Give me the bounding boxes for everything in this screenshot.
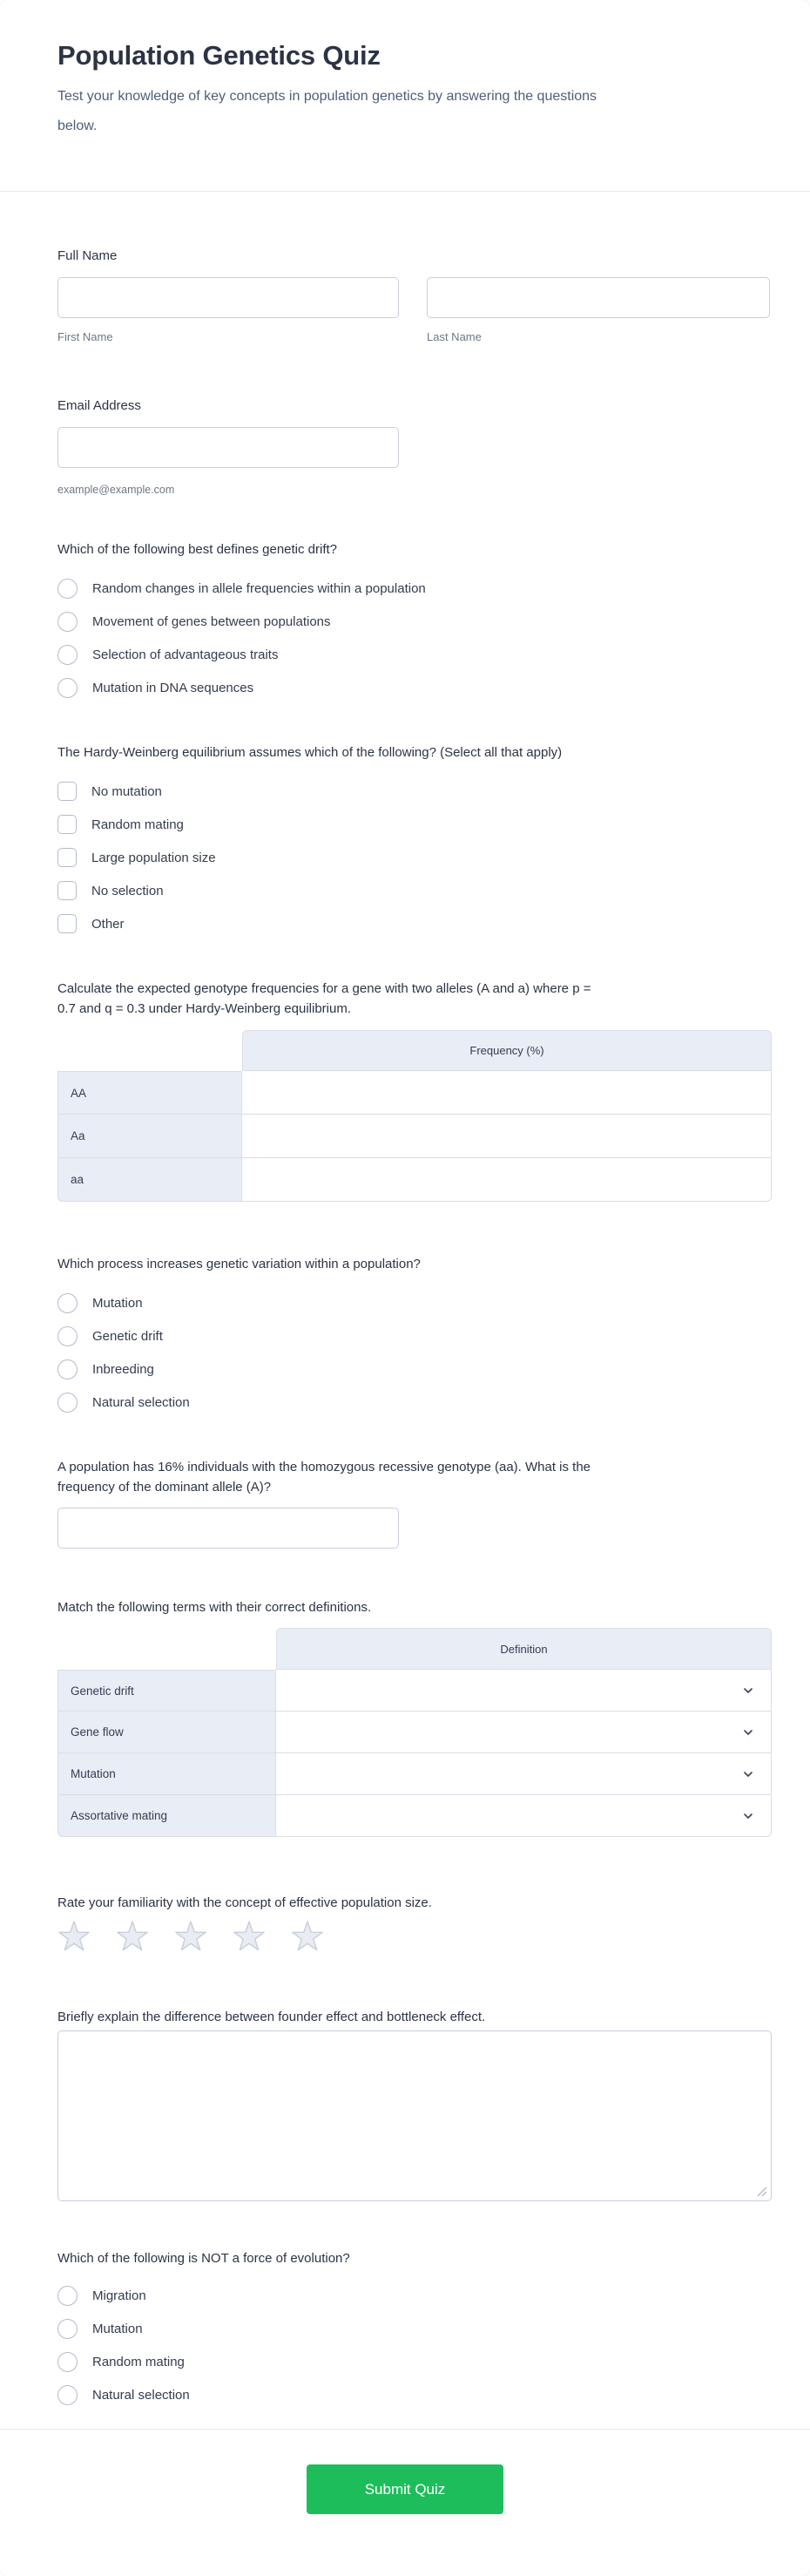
radio-icon <box>57 645 78 665</box>
checkbox-option-hardy-3[interactable] <box>57 874 772 907</box>
chevron-down-icon <box>741 1767 755 1781</box>
match-select-genetic-drift[interactable] <box>276 1670 772 1712</box>
email-label: Email Address <box>57 398 141 413</box>
question-match-terms <box>57 1597 772 1837</box>
checkbox-option-label: No selection <box>91 883 164 898</box>
submit-row <box>0 2464 810 2560</box>
explanation-textarea[interactable] <box>57 2030 772 2201</box>
row-label-gene-flow: Gene flow <box>57 1712 276 1753</box>
match-table <box>57 1628 772 1837</box>
radio-option-label: Mutation in DNA sequences <box>92 680 254 695</box>
match-select-assortative-mating[interactable] <box>276 1795 772 1837</box>
checkbox-option-label: No mutation <box>91 783 162 799</box>
radio-icon <box>57 678 78 698</box>
match-select-gene-flow[interactable] <box>276 1712 772 1753</box>
radio-option-force-3[interactable] <box>57 2378 772 2411</box>
radio-option-label: Mutation <box>92 2321 143 2336</box>
last-name-sublabel: Last Name <box>427 330 482 343</box>
row-label-genetic-drift: Genetic drift <box>57 1670 276 1712</box>
row-label-assortative-mating: Assortative mating <box>57 1795 276 1837</box>
chevron-down-icon <box>741 1809 755 1823</box>
radio-option-drift-2[interactable] <box>57 638 772 671</box>
frequency-table <box>57 1030 772 1202</box>
question-evolution-force <box>57 2248 772 2411</box>
checkbox-icon <box>57 815 77 834</box>
radio-icon <box>57 2319 78 2339</box>
radio-option-label: Inbreeding <box>92 1361 154 1377</box>
checkbox-icon <box>57 914 77 933</box>
radio-icon <box>57 1393 78 1413</box>
question-email <box>57 396 772 496</box>
radio-option-label: Movement of genes between populations <box>92 613 331 629</box>
question-frequency-table <box>57 979 772 1202</box>
radio-option-label: Natural selection <box>92 2387 190 2403</box>
checkbox-option-hardy-1[interactable] <box>57 808 772 841</box>
definition-column-header: Definition <box>276 1628 772 1670</box>
star-rating <box>57 1920 772 1953</box>
checkbox-icon <box>57 848 77 867</box>
row-label-Aa: Aa <box>57 1115 242 1158</box>
radio-option-force-2[interactable] <box>57 2345 772 2378</box>
radio-icon <box>57 2286 78 2306</box>
checkbox-option-hardy-4[interactable] <box>57 907 772 940</box>
radio-option-label: Random changes in allele frequencies within a population <box>92 580 426 596</box>
frequency-input-aa[interactable] <box>242 1158 772 1202</box>
star-icon-1[interactable] <box>57 1920 91 1953</box>
radio-option-drift-0[interactable] <box>57 572 772 605</box>
question-dominant-allele <box>57 1457 772 1549</box>
email-input[interactable] <box>57 427 399 468</box>
radio-icon <box>57 2352 78 2372</box>
row-label-mutation: Mutation <box>57 1753 276 1795</box>
radio-option-drift-1[interactable] <box>57 605 772 638</box>
question-full-name <box>57 246 772 343</box>
allele-frequency-input[interactable] <box>57 1508 399 1549</box>
radio-option-label: Selection of advantageous traits <box>92 647 279 662</box>
star-icon-2[interactable] <box>116 1920 149 1953</box>
table-spacer <box>57 1030 242 1071</box>
checkbox-icon <box>57 782 77 801</box>
star-icon-3[interactable] <box>174 1920 207 1953</box>
table-spacer <box>57 1628 276 1670</box>
radio-option-label: Natural selection <box>92 1394 190 1410</box>
checkbox-option-hardy-2[interactable] <box>57 841 772 874</box>
checkbox-option-hardy-0[interactable] <box>57 775 772 808</box>
footer-divider <box>0 2429 810 2430</box>
radio-icon <box>57 1326 78 1346</box>
submit-quiz-button[interactable]: Submit Quiz <box>307 2464 503 2514</box>
radio-icon <box>57 579 78 599</box>
radio-option-force-0[interactable] <box>57 2279 772 2312</box>
frequency-column-header: Frequency (%) <box>242 1030 772 1071</box>
chevron-down-icon <box>741 1684 755 1698</box>
match-select-mutation[interactable] <box>276 1753 772 1795</box>
form-content <box>0 246 810 2411</box>
variation-question-label: Which process increases genetic variation within a population? <box>57 1257 421 1271</box>
radio-option-variation-1[interactable] <box>57 1319 772 1352</box>
radio-option-variation-3[interactable] <box>57 1386 772 1419</box>
row-label-AA: AA <box>57 1071 242 1115</box>
radio-option-variation-2[interactable] <box>57 1352 772 1386</box>
radio-icon <box>57 1293 78 1313</box>
radio-option-force-1[interactable] <box>57 2312 772 2345</box>
radio-option-label: Genetic drift <box>92 1328 163 1344</box>
last-name-input[interactable] <box>427 277 770 318</box>
header-divider <box>0 191 810 192</box>
radio-option-label: Random mating <box>92 2354 185 2369</box>
radio-option-label: Mutation <box>92 1295 143 1311</box>
question-genetic-variation <box>57 1254 772 1419</box>
first-name-input[interactable] <box>57 277 399 318</box>
checkbox-option-label: Random mating <box>91 817 184 832</box>
radio-option-variation-0[interactable] <box>57 1286 772 1319</box>
force-question-label: Which of the following is NOT a force of evolution? <box>57 2251 350 2266</box>
question-hardy-weinberg <box>57 742 772 940</box>
question-rating <box>57 1893 772 1953</box>
match-question-label: Match the following terms with their correct definitions. <box>57 1600 372 1615</box>
resize-handle-icon[interactable] <box>757 2186 767 2197</box>
checkbox-icon <box>57 881 77 900</box>
page-title: Population Genetics Quiz <box>57 40 381 71</box>
allele-question-label: A population has 16% individuals with the homozygous recessive genotype (aa). What is the frequency of the dominant allele (A)? <box>57 1460 591 1495</box>
checkbox-option-label: Large population size <box>91 850 216 865</box>
radio-option-label: Migration <box>92 2288 146 2303</box>
radio-icon <box>57 1359 78 1380</box>
genetic-drift-question-label: Which of the following best defines genetic drift? <box>57 542 338 557</box>
hardy-weinberg-question-label: The Hardy-Weinberg equilibrium assumes which of the following? (Select all that apply) <box>57 745 563 760</box>
radio-icon <box>57 2385 78 2405</box>
frequency-question-label: Calculate the expected genotype frequencies for a gene with two alleles (A and a) where p = 0.7 and q = 0.3 under Hardy-Weinberg equilibrium. <box>57 981 591 1016</box>
explain-question-label: Briefly explain the difference between founder effect and bottleneck effect. <box>57 2010 486 2024</box>
first-name-sublabel: First Name <box>57 330 113 343</box>
checkbox-option-label: Other <box>91 916 125 932</box>
full-name-label: Full Name <box>57 248 118 263</box>
question-genetic-drift <box>57 539 772 704</box>
radio-option-drift-3[interactable] <box>57 671 772 704</box>
star-icon-4[interactable] <box>233 1920 266 1953</box>
page-subtitle: Test your knowledge of key concepts in population genetics by answering the questions below. <box>57 89 597 133</box>
frequency-input-AA[interactable] <box>242 1071 772 1115</box>
form-header <box>0 0 810 141</box>
row-label-aa: aa <box>57 1158 242 1202</box>
chevron-down-icon <box>741 1725 755 1739</box>
star-icon-5[interactable] <box>291 1920 324 1953</box>
frequency-input-Aa[interactable] <box>242 1115 772 1158</box>
radio-icon <box>57 612 78 632</box>
question-founder-bottleneck <box>57 2007 772 2201</box>
email-helper: example@example.com <box>57 484 175 496</box>
rating-question-label: Rate your familiarity with the concept of effective population size. <box>57 1895 432 1910</box>
